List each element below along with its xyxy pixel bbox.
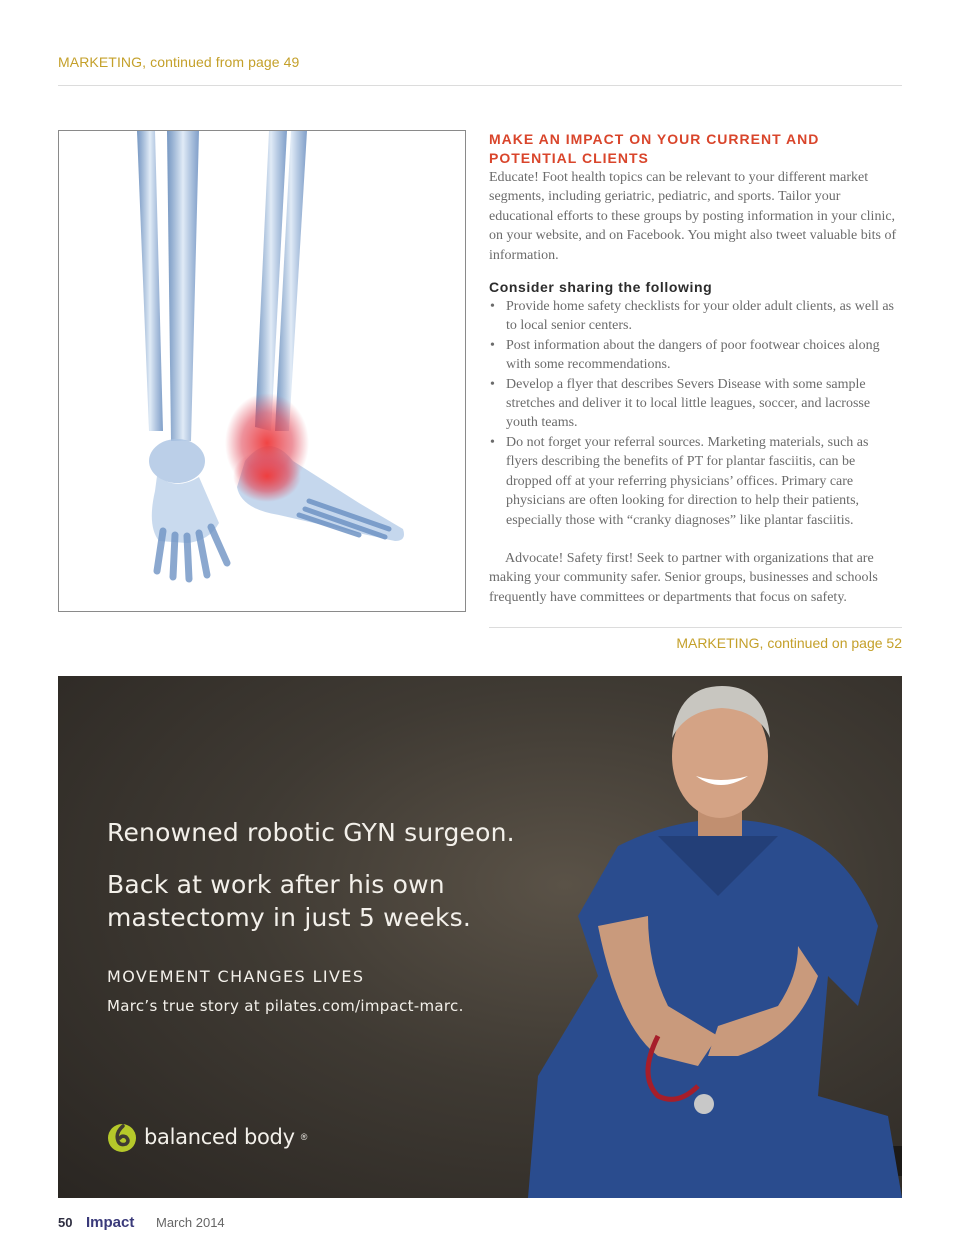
top-divider <box>58 85 902 86</box>
foot-xray-figure <box>58 130 466 612</box>
article <box>489 130 902 607</box>
bullet-icon: • <box>490 434 495 450</box>
running-head: MARKETING, continued from page 49 <box>58 54 300 70</box>
brand-logo[interactable] <box>106 1120 307 1154</box>
bullet-icon: • <box>490 337 495 353</box>
intro-paragraph: Educate! Foot health topics can be relevant to your different market segments, including geriatric, pediatric, and sports. Tailor your educational efforts to these groups by posting information in your clinic, on your website, and on Facebook. You might also tweet valuable bits of information. <box>489 170 897 263</box>
advocate-paragraph: Advocate! Safety first! Seek to partner with organizations that are making your community safer. Senior groups, businesses and schools frequently have committees or departments that focus on safety. <box>489 550 878 605</box>
bullet-list <box>489 297 902 530</box>
bottom-divider <box>489 627 902 628</box>
page-footer <box>58 1214 225 1231</box>
list-item: • Post information about the dangers of poor footwear choices along with some recommendations. <box>490 337 880 373</box>
brand-name: balanced body <box>144 1125 295 1149</box>
issue-date: March 2014 <box>156 1215 225 1230</box>
bullet-icon: • <box>490 376 495 392</box>
sub-heading: Consider sharing the following <box>489 279 713 296</box>
brand-registered-mark: ® <box>300 1132 308 1142</box>
list-item: • Provide home safety checklists for your older adult clients, as well as to local senior centers. <box>490 299 895 334</box>
balanced-body-logo-icon <box>106 1121 138 1153</box>
page-number: 50 <box>58 1215 73 1230</box>
section-heading: MAKE AN IMPACT ON YOUR CURRENT AND POTENTIAL CLIENTS <box>489 131 820 166</box>
ad-tagline: MOVEMENT CHANGES LIVES <box>107 967 365 986</box>
ad-story-link[interactable]: Marc’s true story at pilates.com/impact-marc. <box>107 997 464 1015</box>
foot-skeleton-xray-illustration <box>59 131 465 611</box>
magazine-name: Impact <box>86 1214 135 1231</box>
advertisement[interactable] <box>58 676 902 1198</box>
list-item: • Do not forget your referral sources. Marketing materials, such as flyers describing the benefits of PT for plantar fasciitis, can be dropped off at your referring physicians’ offices. Primary care physicians are often looking for direction to help their patients, especially those with “cranky diagnoses” like plantar fasciitis. <box>490 434 869 528</box>
ad-headline-2: Back at work after his own mastectomy in just 5 weeks. <box>107 870 472 932</box>
ad-headline-1: Renowned robotic GYN surgeon. <box>107 818 515 847</box>
bullet-icon: • <box>490 299 495 315</box>
list-item: • Develop a flyer that describes Severs Disease with some sample stretches and deliver it to local little leagues, soccer, and lacrosse youth teams. <box>490 376 871 431</box>
continued-link[interactable]: MARKETING, continued on page 52 <box>676 635 902 651</box>
